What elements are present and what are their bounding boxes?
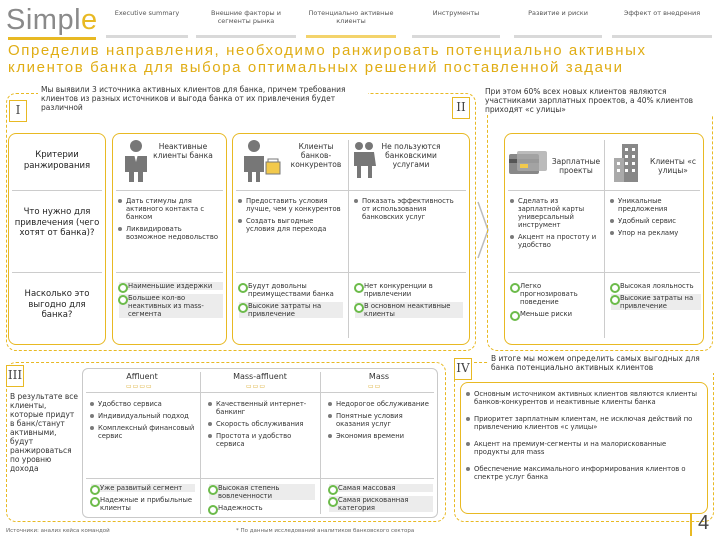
mass-needs-list — [328, 400, 434, 444]
list-item: Предоставить условия лучше, чем у конкурентов — [238, 197, 344, 213]
segment-header-mass-affluent: Mass-affluent — [233, 372, 287, 381]
list-item: Высокие затраты на привлечение — [239, 302, 343, 318]
footer-note: * По данным исследований аналитиков банковского сектора — [236, 528, 415, 534]
logo-underline — [8, 37, 96, 40]
list-item: Скорость обслуживания — [208, 420, 316, 428]
list-item: Индивидуальный подход — [90, 412, 196, 420]
nav-instruments[interactable]: Инструменты — [412, 8, 500, 38]
divider — [236, 190, 466, 191]
section-2-intro: При этом 60% всех новых клиентов являются участниками зарплатных проектов, а 40% клиентов приходят «с улицы» — [482, 86, 714, 115]
inactive-clients-title: Неактивные клиенты банка — [153, 142, 213, 160]
list-item: Легко прогнозировать поведение — [511, 282, 601, 306]
list-item: Недорогое обслуживание — [328, 400, 434, 408]
inactive-needs-list — [118, 197, 222, 245]
divider — [604, 140, 605, 338]
competitor-clients-title: Клиенты банков-конкурентов — [290, 142, 342, 169]
list-item: Будут довольны преимуществами банка — [239, 282, 343, 298]
list-item: Наименьшие издержки — [119, 282, 223, 290]
list-item: Дать стимулы для активного контакта с банком — [118, 197, 222, 221]
criteria-row-benefit: Насколько это выгодно для банка? — [24, 289, 90, 320]
nav-development[interactable]: Развитие и риски — [514, 8, 602, 38]
nav-potential-clients[interactable]: Потенциально активные клиенты — [306, 8, 396, 38]
list-item: Создать выгодные условия для перехода — [238, 217, 344, 233]
non-banking-needs-list — [354, 197, 464, 225]
list-item: В основном неактивные клиенты — [355, 302, 463, 318]
salary-needs-list — [510, 197, 602, 253]
list-item: Акцент на премиум-сегменты и на малорискованные продукты для mass — [466, 440, 702, 456]
divider — [508, 272, 700, 273]
divider — [200, 372, 201, 514]
list-item: Простота и удобство сервиса — [208, 432, 316, 448]
list-item: Самая массовая — [329, 484, 433, 492]
criteria-title: Критерии ранжирования — [23, 150, 91, 171]
divider — [86, 478, 434, 479]
divider — [236, 272, 466, 273]
list-item: Нет конкуренции в привлечении — [355, 282, 463, 298]
divider — [320, 372, 321, 514]
money-icon: ▭▭▭ — [246, 383, 267, 390]
list-item: Большее кол-во неактивных из mass-сегмента — [119, 294, 223, 318]
non-banking-benefit-list — [355, 282, 463, 322]
page-number: 4 — [698, 512, 710, 534]
conclusion-list — [466, 390, 702, 485]
divider — [12, 190, 102, 191]
list-item: Показать эффективность от использования банковских услуг — [354, 197, 464, 221]
list-item: Уже развитый сегмент — [91, 484, 195, 492]
list-item: Приоритет зарплатным клиентам, не исключая действий по привлечению клиентов «с улицы» — [466, 415, 702, 431]
list-item: Комплексный финансовый сервис — [90, 424, 196, 440]
mass-benefit-list — [329, 484, 433, 516]
mass-affluent-needs-list — [208, 400, 316, 452]
money-icon: ▭▭ — [368, 383, 382, 390]
competitor-benefit-list — [239, 282, 343, 322]
section-2-roman: II — [452, 97, 470, 119]
list-item: Надежные и прибыльные клиенты — [91, 496, 195, 512]
list-item: Упор на рекламу — [610, 229, 702, 237]
street-clients-title: Клиенты «с улицы» — [650, 157, 696, 175]
divider — [508, 190, 700, 191]
divider — [116, 190, 223, 191]
salary-benefit-list — [511, 282, 601, 322]
list-item: Уникальные предложения — [610, 197, 702, 213]
footer-source: Источники: анализ кейса командой — [6, 528, 110, 534]
list-item: Экономия времени — [328, 432, 434, 440]
list-item: Понятные условия оказания услуг — [328, 412, 434, 428]
segment-header-mass: Mass — [368, 372, 390, 381]
person-icon — [118, 138, 154, 182]
list-item: Ликвидировать возможное недовольство — [118, 225, 222, 241]
section-1-intro: Мы выявили 3 источника активных клиентов для банка, причем требования клиентов из разных источников и выгода банка от их привлечения будет различной — [38, 84, 368, 113]
nav-effect[interactable]: Эффект от внедрения — [612, 8, 712, 38]
family-icon — [352, 138, 376, 182]
list-item: Высокая степень вовлеченности — [209, 484, 315, 500]
page-title: Определив направления, необходимо ранжировать потенциально активных клиентов банка для выбора оптимальных решений поставленной задачи — [8, 42, 647, 76]
credit-card-icon — [508, 150, 548, 178]
non-banking-title: Не пользуются банковскими услугами — [381, 142, 441, 169]
money-icon: ▭▭▭▭ — [126, 383, 153, 390]
list-item: Сделать из зарплатной карты универсальный инструмент — [510, 197, 602, 229]
competitor-needs-list — [238, 197, 344, 237]
affluent-needs-list — [90, 400, 196, 444]
logo — [6, 6, 98, 35]
list-item: Высокие затраты на привлечение — [611, 294, 701, 310]
list-item: Удобство сервиса — [90, 400, 196, 408]
nav-external-factors[interactable]: Внешние факторы и сегменты рынка — [196, 8, 296, 38]
divider — [86, 392, 434, 393]
logo-text: Simpl — [6, 4, 82, 36]
competitor-client-icon — [238, 138, 288, 182]
list-item: Основным источником активных клиентов являются клиенты банков-конкурентов и неактивные клиенты банка — [466, 390, 702, 406]
list-item: Надежность — [209, 504, 315, 512]
street-needs-list — [610, 197, 702, 241]
nav-executive-summary[interactable]: Executive summary — [106, 8, 188, 38]
logo-accent: e — [81, 4, 98, 36]
list-item: Качественный интернет-банкинг — [208, 400, 316, 416]
section-1-roman: I — [9, 100, 27, 122]
affluent-benefit-list — [91, 484, 195, 516]
divider — [12, 272, 102, 273]
mass-affluent-benefit-list — [209, 484, 315, 516]
list-item: Акцент на простоту и удобство — [510, 233, 602, 249]
criteria-row-needs: Что нужно для привлечения (чего хотят от банка)? — [14, 207, 100, 238]
building-icon — [612, 140, 642, 184]
list-item: Меньше риски — [511, 310, 601, 318]
divider — [348, 140, 349, 338]
list-item: Обеспечение максимального информирования клиентов о спектре услуг банка — [466, 465, 702, 481]
section-4-roman: IV — [454, 358, 472, 380]
divider — [116, 272, 223, 273]
section-4-intro: В итоге мы можем определить самых выгодных для банка потенциально активных клиентов — [488, 353, 714, 373]
list-item: Удобный сервис — [610, 217, 702, 225]
list-item: Высокая лояльность — [611, 282, 701, 290]
section-3-intro: В результате все клиенты, которые придут в банк/станут активными, будут ранжироваться по уровню дохода — [10, 392, 79, 473]
street-benefit-list — [611, 282, 701, 314]
salary-projects-title: Зарплатные проекты — [551, 157, 601, 175]
list-item: Самая рискованная категория — [329, 496, 433, 512]
divider — [690, 514, 692, 536]
segment-header-affluent: Affluent — [126, 372, 158, 381]
inactive-benefit-list — [119, 282, 223, 322]
section-3-roman: III — [6, 365, 24, 387]
